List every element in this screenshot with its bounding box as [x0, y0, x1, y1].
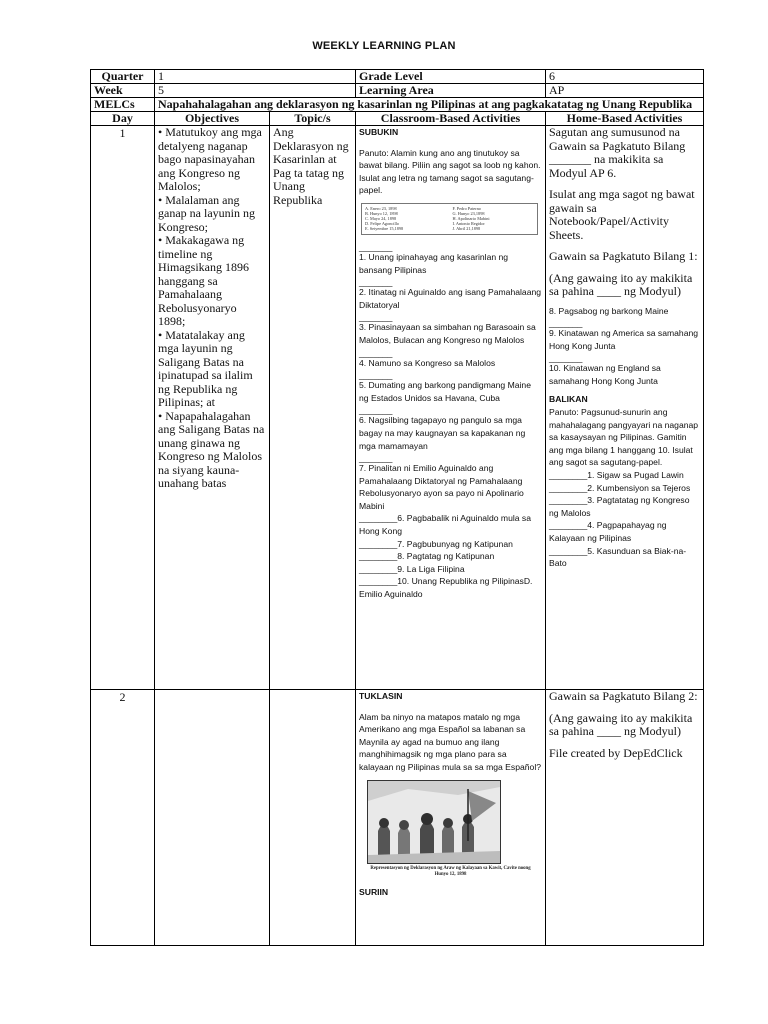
choice: B. Hunyo 12, 1898 [365, 210, 398, 216]
home-instruction: Sagutan ang sumusunod na Gawain sa Pagkatuto Bilang _______ na makikita sa Modyul AP 6. [549, 125, 686, 180]
question-item: ________3. Pagtatatag ng Kongreso ng Malolos [549, 495, 690, 518]
choice: H. Apolinario Mabini [452, 215, 490, 221]
choice: I. Antonio Regidor [452, 220, 485, 226]
section-heading-subukin: SUBUKIN [359, 127, 399, 137]
question-item: 4. Namuno sa Kongreso sa Malolos [359, 357, 496, 368]
quarter-row [91, 70, 704, 84]
classroom-activities-cell [356, 690, 546, 946]
answer-blank: _______ [549, 318, 583, 329]
question-item: 8. Pagsabog ng barkong Maine [549, 305, 669, 316]
learning-area-value: AP [546, 84, 704, 98]
objective-item: • Matutukoy ang mga detalyeng naganap bago napasinayahan ang Kongreso ng Malolos; [158, 125, 262, 193]
day-2-row [91, 690, 704, 946]
home-instruction: (Ang gawaing ito ay makikita sa pahina ____ ng Modyul) [549, 710, 693, 738]
topic-cell-empty [270, 690, 356, 946]
section-heading-tuklasin: TUKLASIN [359, 691, 403, 701]
col-objectives: Objectives [155, 112, 270, 126]
melcs-row [91, 98, 704, 112]
choice: G. Hunyo 23,1898 [452, 210, 485, 216]
choice: A. Enero 23, 1898 [365, 205, 397, 211]
choice: E. Setyembre 15,1898 [365, 225, 404, 231]
choice: D. Felipe Agoncillo [365, 220, 400, 226]
file-credit: File created by DepEdClick [549, 745, 683, 760]
illustration-image [368, 781, 500, 863]
section-heading-balikan: BALIKAN [549, 394, 588, 405]
choice: J. Abril 21,1898 [452, 225, 481, 231]
grade-level-value: 6 [546, 70, 704, 84]
question-item: 10. Kinatawan ng England sa samahang Hong Kong Junta [549, 363, 661, 386]
question-item: 7. Pinalitan ni Emilio Aguinaldo ang Pamahalaang Diktatoryal ng Pamahalaang Rebolusyonaryo ayon sa payo ni Apolinario Mabini [359, 463, 524, 511]
question-item: ________5. Kasunduan sa Biak-na-Bato [549, 545, 687, 569]
week-label: Week [91, 84, 155, 98]
question-item: 2. Itinatag ni Aguinaldo ang isang Pamahalaang Diktatoryal [359, 287, 542, 310]
classroom-activities-cell [356, 126, 546, 690]
subukin-instructions: Panuto: Alamin kung ano ang tinutukoy sa bawat bilang. Piliin ang sagot sa loob ng kahon. Isulat ang letra ng tamang sagot sa sagutang-papel. [359, 147, 541, 196]
question-item: 6. Nagsilbing tagapayo ng pangulo sa mga bagay na may kaugnayan sa kapakanan ng mga mamamayan [359, 415, 526, 451]
choice: C. Mayo 24, 1898 [365, 215, 397, 221]
question-item: ________9. La Liga Filipina [359, 563, 465, 574]
answer-blank: _______ [359, 370, 393, 381]
col-home: Home-Based Activities [546, 112, 704, 126]
question-item: 5. Dumating ang barkong pandigmang Maine ng Estados Unidos sa Havana, Cuba [359, 380, 531, 403]
question-item: ________2. Kumbensiyon sa Tejeros [549, 482, 691, 493]
section-heading-suriin: SURIIN [359, 886, 389, 897]
question-item: ________1. Sigaw sa Pugad Lawin [549, 470, 684, 481]
answer-choices-box [361, 203, 538, 235]
question-item: ________7. Pagbubunyag ng Katipunan [359, 538, 513, 549]
question-item: ________10. Unang Republika ng PilipinasD. Emilio Aguinaldo [359, 576, 533, 600]
objectives-cell [155, 126, 270, 690]
home-activities-cell [546, 126, 704, 690]
grade-level-label: Grade Level [356, 70, 546, 84]
question-item: 1. Unang ipinahayag ang kasarinlan ng bansang Pilipinas [359, 251, 509, 275]
col-day: Day [91, 112, 155, 126]
answer-blank: _______ [359, 277, 393, 288]
answer-blank: _______ [549, 353, 583, 364]
day-number: 2 [91, 690, 155, 946]
question-item: 9. Kinatawan ng America sa samahang Hong Kong Junta [549, 328, 699, 351]
answer-blank: _______ [359, 405, 393, 416]
illustration-caption: Representasyon ng Deklarasyon ng Araw ng Kalayaan sa Kawit, Cavite noong Hunyo 12, 1898 [370, 865, 531, 877]
question-item: ________4. Pagpapahayag ng Kalayaan ng Pilipinas [549, 520, 667, 543]
melcs-value: Napahahalagahan ang deklarasyon ng kasarinlan ng Pilipinas at ang pagkakatatag ng Unang Republika [155, 98, 704, 112]
quarter-value: 1 [155, 70, 356, 84]
question-item: 3. Pinasinayaan sa simbahan ng Barasoain sa Malolos, Bulacan ang Kongreso ng Malolos [359, 322, 536, 345]
quarter-label: Quarter [91, 70, 155, 84]
objective-item: • Napapahalagahan ang Saligang Batas na unang ginawa ng Kongreso ng Malolos na siyang kauna-unahang batas [158, 408, 265, 490]
objectives-cell-empty [155, 690, 270, 946]
col-classroom: Classroom-Based Activities [356, 112, 546, 126]
home-activities-cell [546, 690, 704, 946]
day-number: 1 [91, 126, 155, 690]
week-value: 5 [155, 84, 356, 98]
objective-item: • Makakagawa ng timeline ng Himagsikang 1896 hanggang sa Pamahalaang Rebolusyonaryo 1898; [158, 233, 249, 328]
col-topics: Topic/s [270, 112, 356, 126]
learning-area-label: Learning Area [356, 84, 546, 98]
question-item: ________6. Pagbabalik ni Aguinaldo mula sa Hong Kong [359, 513, 532, 537]
topic-cell: Ang Deklarasyon ng Kasarinlan at Pag ta tatag ng Unang Republika [270, 126, 356, 690]
column-header-row [91, 112, 704, 126]
week-row [91, 84, 704, 98]
tuklasin-text: Alam ba ninyo na matapos matalo ng mga Amerikano ang mga Español sa labanan sa Maynila ay agad na bumuo ang ilang manghihimagsik ng mga plano para sa kalayaan ng Pilipinas mula sa sa mga Español? [359, 711, 542, 772]
objective-item: • Malalaman ang ganap na layunin ng Kongreso; [158, 192, 255, 234]
objective-item: • Matatalakay ang mga layunin ng Saligang Batas na ipinatupad sa ilalim ng Republika ng Pilipinas; at [158, 327, 253, 409]
choice: F. Pedro Paterno [452, 205, 481, 211]
answer-blank: _______ [359, 453, 393, 464]
melcs-label: MELCs [91, 98, 155, 112]
home-instruction: Gawain sa Pagkatuto Bilang 2: [549, 689, 698, 703]
day-1-row [91, 126, 704, 690]
home-instruction: (Ang gawaing ito ay makikita sa pahina ____ ng Modyul) [549, 270, 693, 298]
weekly-plan-table [90, 69, 704, 946]
answer-blank: _______ [359, 312, 393, 323]
historical-illustration [367, 780, 501, 864]
answer-blank: _______ [359, 241, 393, 252]
home-instruction: Isulat ang mga sagot ng bawat gawain sa Notebook/Papel/Activity Sheets. [549, 187, 695, 242]
balikan-instructions: Panuto: Pagsunud-sunurin ang mahahalagang pangyayari na naganap sa kasaysayan ng Pilipinas. Gamitin ang mga bilang 1 hanggang 10. Isulat ang sagot sa sagutang-papel. [549, 407, 699, 468]
answer-blank: _______ [359, 347, 393, 358]
home-instruction: Gawain sa Pagkatuto Bilang 1: [549, 249, 698, 263]
question-item: ________8. Pagtatag ng Katipunan [359, 551, 495, 562]
document-title: WEEKLY LEARNING PLAN [312, 40, 456, 52]
